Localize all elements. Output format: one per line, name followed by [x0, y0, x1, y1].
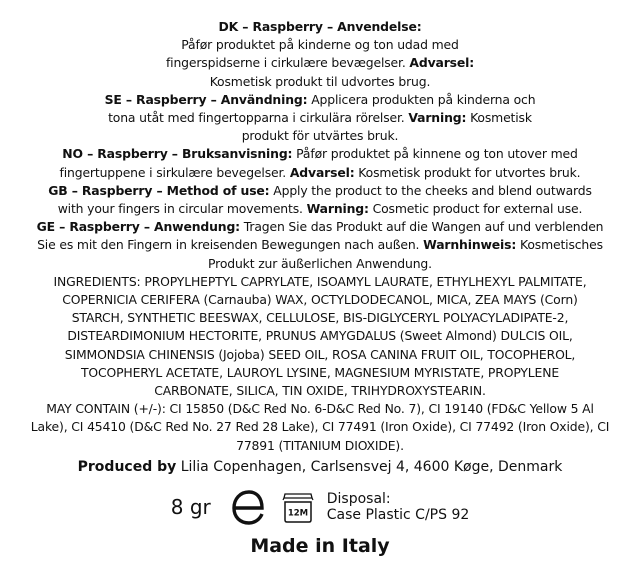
dk-heading: DK – Raspberry – Anvendelse:	[218, 19, 422, 34]
gb-heading: GB – Raspberry – Method of use:	[48, 182, 270, 198]
ge-text: Tragen Sie das Produkt auf die Wangen auf und verblenden	[239, 219, 604, 235]
gb-warning-label: Warning:	[306, 201, 369, 217]
se-text: Applicera produkten på kinderna och	[307, 91, 536, 107]
ge-line-3: Produkt zur äußerlichen Anwendung.	[208, 255, 432, 271]
ingredients-list	[0, 273, 640, 400]
producer-label: Produced by	[77, 458, 177, 475]
dk-line-2	[0, 54, 640, 72]
gb-line-1	[0, 182, 640, 200]
ingredients-line: COPERNICIA CERIFERA (Carnauba) WAX, OCTYLDODECANOL, MICA, ZEA MAYS (Corn)	[62, 292, 578, 308]
se-heading: SE – Raspberry – Användning:	[104, 91, 308, 107]
se-line-3: produkt för utvärtes bruk.	[241, 128, 399, 144]
estimated-sign-icon	[229, 488, 269, 526]
producer-line	[0, 457, 640, 477]
no-text-3: Kosmetisk produkt for utvortes bruk.	[354, 164, 581, 180]
ge-heading: GE – Raspberry – Anwendung:	[36, 219, 240, 235]
ingredients-line: STARCH, SYNTHETIC BEESWAX, CELLULOSE, BIS-DIGLYCERYL POLYACYLADIPATE-2,	[71, 310, 569, 326]
pao-open-jar-icon	[281, 490, 315, 524]
symbols-row	[0, 487, 640, 527]
may-contain-line: 77891 (TITANIUM DIOXIDE).	[236, 437, 404, 453]
gb-text-2: with your fingers in circular movements.	[57, 201, 307, 217]
se-text-3: Kosmetisk	[466, 110, 532, 126]
ge-text-2: Sie es mit den Fingern in kreisenden Bewegungen nach außen.	[37, 237, 424, 253]
may-contain-list	[0, 400, 640, 455]
dk-warning-label: Advarsel:	[409, 55, 475, 71]
disposal-info	[327, 491, 470, 523]
no-text-2: fingertuppene i sirkulære bevegelser.	[59, 164, 290, 180]
producer-address: Lilia Copenhagen, Carlsensvej 4, 4600 Køge, Denmark	[176, 458, 563, 475]
ingredients-line: INGREDIENTS: PROPYLHEPTYL CAPRYLATE, ISOAMYL LAURATE, ETHYLHEXYL PALMITATE,	[53, 273, 587, 289]
gb-line-2	[0, 200, 640, 218]
no-line-2	[0, 164, 640, 182]
gb-text-3: Cosmetic product for external use.	[368, 201, 583, 217]
no-heading: NO – Raspberry – Bruksanvisning:	[62, 146, 293, 162]
no-line-1	[0, 145, 640, 163]
se-text-2: tona utåt med fingertopparna i cirkulära rörelser.	[108, 110, 409, 126]
dk-line-3: Kosmetisk produkt til udvortes brug.	[209, 73, 431, 89]
usage-instructions	[0, 18, 640, 273]
se-line-1	[0, 91, 640, 109]
disposal-material: Case Plastic C/PS 92	[326, 506, 470, 523]
se-warning-label: Varning:	[408, 110, 467, 126]
ingredients-line: TOCOPHERYL ACETATE, LAUROYL LYSINE, MAGNESIUM MYRISTATE, PROPYLENE	[80, 364, 560, 380]
may-contain-line: Lake), CI 45410 (D&C Red No. 27 Red 28 Lake), CI 77491 (Iron Oxide), CI 77492 (Iron Oxide), CI	[30, 419, 610, 435]
ge-warning-label: Warnhinweis:	[423, 237, 517, 253]
ingredients-line: DISTEARDIMONIUM HECTORITE, PRUNUS AMYGDALUS (Sweet Almond) DULCIS OIL,	[67, 328, 573, 344]
dk-text: fingerspidserne i cirkulære bevægelser.	[165, 55, 410, 71]
ge-line-2	[0, 236, 640, 254]
dk-heading-line	[0, 18, 640, 36]
dk-line-1: Påfør produktet på kinderne og ton udad med	[181, 37, 459, 53]
ge-text-3: Kosmetisches	[516, 237, 603, 253]
no-warning-label: Advarsel:	[289, 164, 355, 180]
ge-line-1	[0, 218, 640, 236]
pao-label: 12M	[287, 508, 308, 519]
no-text: Påfør produktet på kinnene og ton utover med	[292, 146, 578, 162]
ingredients-line: SIMMONDSIA CHINENSIS (Jojoba) SEED OIL, ROSA CANINA FRUIT OIL, TOCOPHEROL,	[64, 346, 576, 362]
se-line-2	[0, 109, 640, 127]
country-of-origin: Made in Italy	[250, 534, 390, 557]
gb-text: Apply the product to the cheeks and blend outwards	[269, 182, 592, 198]
may-contain-line: MAY CONTAIN (+/-): CI 15850 (D&C Red No. 6-D&C Red No. 7), CI 19140 (FD&C Yellow 5 Al	[46, 401, 594, 417]
net-weight: 8 gr	[170, 494, 211, 519]
ingredients-line: CARBONATE, SILICA, TIN OXIDE, TRIHYDROXYSTEARIN.	[154, 383, 486, 399]
disposal-label: Disposal:	[326, 490, 391, 507]
